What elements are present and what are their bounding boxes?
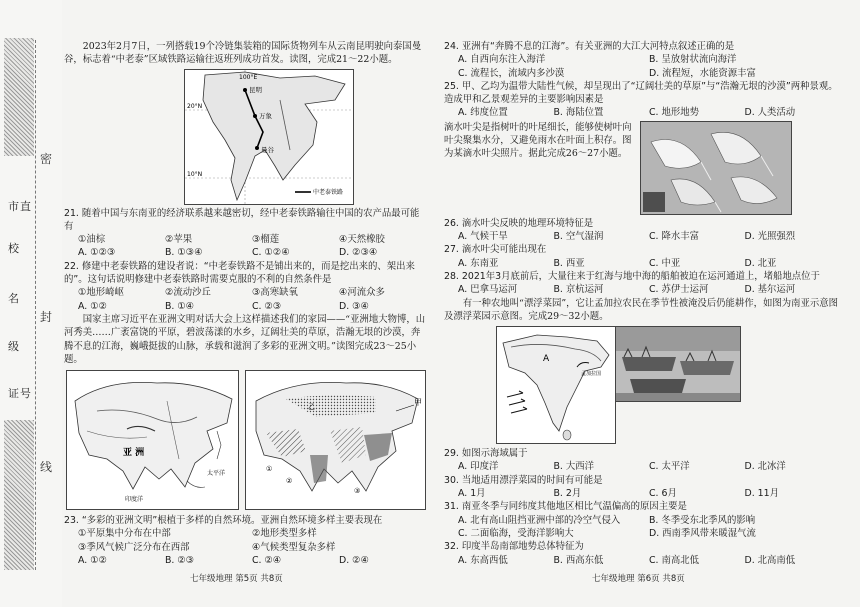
- q31-option-b: B. 冬季受东北季风的影响: [649, 514, 756, 526]
- q26-option-b: B. 空气湿润: [553, 231, 604, 243]
- question-32: 32. 印度半岛南部地势总体特征为: [444, 541, 584, 553]
- q30-options: [458, 487, 840, 500]
- q28-option-a: A. 巴拿马运河: [458, 284, 518, 296]
- q22-option-c: C. ②③: [252, 300, 282, 312]
- intro-23-25: 国家主席习近平在亚洲文明对话大会上这样描述我们的家园——“亚洲地大物博，山河秀美……广袤富饶的平原，碧波荡漾的水乡，辽阔壮美的草原，浩瀚无垠的沙漠，奔腾不息的江海，巍峨挺拔的山脉，承载和滋润了多彩的亚洲文明。”读图完成23～25小题。: [64, 313, 426, 365]
- map3-label-1: ①: [266, 465, 273, 474]
- q21-option-b: B. ①③④: [165, 247, 203, 259]
- binding-label-city: 市直: [8, 200, 32, 213]
- q24-options: [458, 53, 840, 80]
- q25-options: [458, 106, 840, 119]
- q24-option-a: A. 自西向东注入海洋: [458, 54, 546, 66]
- q23-item-3: ③季风气候广泛分布在西部: [78, 541, 190, 553]
- q23-options: [78, 554, 426, 567]
- q27-option-c: C. 中亚: [649, 257, 681, 269]
- q23-items: [78, 527, 426, 554]
- map-indochina: [184, 69, 354, 205]
- map3-label-yi: 乙: [308, 403, 316, 412]
- q32-options: [458, 554, 840, 567]
- q21-items: [78, 233, 426, 246]
- map1-legend: 中老泰铁路: [313, 188, 344, 196]
- q21-option-c: C. ①②④: [252, 247, 290, 259]
- question-22: 22. 修建中老泰铁路的建设者说：“中老泰铁路不是铺出来的，而是挖出来的、架出来的”。这句话说明修建中老泰铁路时需要克服的不利的自然条件是: [64, 260, 415, 286]
- q32-option-d: D. 北高南低: [744, 554, 796, 566]
- q22-item-3: ③高寒缺氧: [252, 287, 298, 299]
- q21-item-1: ①油棕: [78, 234, 106, 246]
- q22-item-2: ②流动沙丘: [165, 287, 211, 299]
- q31-option-d: D. 西南季风带来暖湿气流: [649, 527, 756, 539]
- seal-char-2: 封: [40, 310, 53, 324]
- map1-lat1-label: 20°N: [187, 102, 203, 110]
- map3-label-3: ③: [354, 487, 361, 496]
- question-24: 24. 亚洲有“奔腾不息的江海”。有关亚洲的大江大河特点叙述正确的是: [444, 41, 735, 52]
- binding-label-id: 证号: [8, 387, 32, 400]
- q21-item-3: ③榴莲: [252, 234, 280, 246]
- question-23: 23. “多彩的亚洲文明”根植于多样的自然环境。亚洲自然环境多样主要表现在: [64, 515, 383, 527]
- binding-margin: [0, 0, 62, 607]
- q22-options: [78, 300, 426, 313]
- q29-options: [458, 460, 840, 473]
- q25-option-b: B. 海陆位置: [553, 107, 604, 119]
- q30-option-a: A. 1月: [458, 488, 486, 500]
- q31-options: [458, 514, 840, 541]
- map1-city-kunming: 昆明: [249, 85, 262, 94]
- south-asia-figures: [496, 326, 840, 444]
- q22-item-1: ①地形崎岖: [78, 287, 124, 299]
- q25-option-a: A. 纬度位置: [458, 107, 508, 119]
- drip-tip-block: [444, 121, 840, 215]
- q28-option-c: C. 苏伊士运河: [649, 284, 709, 296]
- q28-option-b: B. 京杭运河: [553, 284, 604, 296]
- map-south-asia: [496, 326, 616, 444]
- map1-lon-label: 100°E: [239, 73, 258, 81]
- map4-label-a: A: [543, 354, 550, 365]
- intro-21-22: 2023年2月7日，一列搭载19个冷链集装箱的国际货物列车从云南昆明驶向泰国曼谷，标志着“中老泰”区域铁路运输往返班列成功首发。读图，完成21～22小题。: [64, 41, 422, 66]
- map1-city-vientiane: 万象: [259, 111, 272, 120]
- binding-label-class: 级: [8, 340, 20, 353]
- map-asia-terrain: [66, 370, 239, 510]
- footer-page-6: 七年级地理 第6页 共8页: [592, 574, 685, 584]
- photo-drip-tip-leaves: [640, 121, 792, 215]
- map2-ocean-indian: 印度洋: [125, 496, 144, 504]
- q24-option-c: C. 流程长，流域内多沙漠: [458, 67, 565, 79]
- q26-option-c: C. 降水丰富: [649, 231, 700, 243]
- q30-option-c: C. 6月: [649, 488, 677, 500]
- q31-option-c: C. 二面临海，受海洋影响大: [458, 527, 574, 539]
- q21-option-a: A. ①②③: [78, 247, 116, 259]
- question-21: 21. 随着中国与东南亚的经济联系越来越密切，经中老泰铁路输往中国的农产品最可能有: [64, 207, 420, 232]
- q23-option-b: B. ②③: [165, 555, 195, 567]
- q30-option-d: D. 11月: [744, 488, 779, 500]
- question-25: 25. 甲、乙均为温带大陆性气候，却呈现出了“辽阔壮美的草原”与“浩瀚无垠的沙漠”两种景观。造成甲和乙景观差异的主要影响因素是: [444, 80, 838, 106]
- left-column: [64, 40, 426, 567]
- q27-option-d: D. 北亚: [744, 257, 777, 269]
- q27-options: [458, 257, 840, 270]
- binding-label-name: 名: [8, 292, 20, 305]
- q32-option-b: B. 西高东低: [553, 554, 604, 566]
- q22-option-a: A. ①②: [78, 300, 108, 312]
- hatch-bottom: [4, 420, 34, 570]
- map1-city-bangkok: 曼谷: [261, 145, 274, 154]
- q25-option-c: C. 地形地势: [649, 107, 700, 119]
- q22-option-d: D. ③④: [339, 300, 369, 312]
- question-27: 27. 滴水叶尖可能出现在: [444, 244, 547, 256]
- q23-item-1: ①平原集中分布在中部: [78, 528, 171, 540]
- hatch-top: [4, 38, 34, 156]
- map-asia-climate: [245, 370, 426, 510]
- q30-option-b: B. 2月: [553, 488, 582, 500]
- map2-continent-label: 亚 洲: [123, 448, 145, 459]
- asia-maps: [66, 370, 426, 510]
- q22-item-4: ④河流众多: [339, 287, 385, 299]
- q29-option-b: B. 大西洋: [553, 461, 595, 473]
- map3-label-2: ②: [286, 477, 293, 486]
- q23-option-d: D. ②④: [339, 555, 369, 567]
- q23-option-a: A. ①②: [78, 555, 108, 567]
- q29-option-d: D. 北冰洋: [744, 461, 786, 473]
- q27-option-b: B. 西亚: [553, 257, 585, 269]
- right-column: [444, 40, 840, 567]
- question-31: 31. 南亚冬季与同纬度其他地区相比气温偏高的原因主要是: [444, 501, 687, 513]
- question-30: 30. 当地适用漂浮菜园的时间有可能是: [444, 474, 603, 486]
- seal-line: [35, 40, 36, 570]
- question-29: 29. 如图示海域属于: [444, 448, 528, 460]
- seal-char-3: 线: [40, 460, 53, 474]
- map4-label-region: 孟加拉国: [581, 371, 602, 378]
- intro-29-32: 有一种农地叫“漂浮菜园”，它让孟加拉农民在季节性被淹没后仍能耕作，如图为南亚示意图及漂浮菜园示意图。完成29～32小题。: [444, 297, 839, 322]
- q21-options: [78, 246, 426, 259]
- q25-option-d: D. 人类活动: [744, 107, 796, 119]
- q26-option-a: A. 气候干旱: [458, 231, 508, 243]
- q28-options: [458, 283, 840, 296]
- photo-floating-garden: [616, 326, 741, 402]
- seal-char-1: 密: [40, 152, 53, 166]
- binding-label-school: 校: [8, 242, 20, 255]
- intro-26-27: 滴水叶尖是指树叶的叶尾细长，能够使树叶向叶尖聚集水分，又避免雨水在叶面上积存。图为某滴水叶尖照片。据此完成26～27小题。: [444, 121, 632, 160]
- footer-page-5: 七年级地理 第5页 共8页: [190, 574, 283, 584]
- q32-option-c: C. 南高北低: [649, 554, 700, 566]
- q26-options: [458, 230, 840, 243]
- q26-option-d: D. 光照强烈: [744, 231, 796, 243]
- q28-option-d: D. 基尔运河: [744, 284, 796, 296]
- q21-item-2: ②苹果: [165, 234, 193, 246]
- map1-lat2-label: 10°N: [187, 170, 203, 178]
- q23-option-c: C. ②④: [252, 555, 282, 567]
- q29-option-c: C. 太平洋: [649, 461, 690, 473]
- q22-items: [78, 286, 426, 299]
- q22-option-b: B. ①④: [165, 300, 195, 312]
- q23-item-4: ④气候类型复杂多样: [252, 541, 336, 553]
- q31-option-a: A. 北有高山阻挡亚洲中部的冷空气侵入: [458, 514, 621, 526]
- q32-option-a: A. 东高西低: [458, 554, 508, 566]
- map2-ocean-pacific: 太平洋: [207, 470, 226, 478]
- q29-option-a: A. 印度洋: [458, 461, 499, 473]
- q24-option-b: B. 呈放射状流向海洋: [649, 54, 737, 66]
- question-26: 26. 滴水叶尖反映的地理环境特征是: [444, 217, 594, 229]
- q23-item-2: ②地形类型多样: [252, 528, 317, 540]
- q21-item-4: ④天然橡胶: [339, 234, 385, 246]
- map3-label-jia: 甲: [414, 398, 423, 408]
- q24-option-d: D. 流程短，水能资源丰富: [649, 67, 756, 79]
- question-28: 28. 2021年3月底前后，大量往来于红海与地中海的船舶被迫在运河通道上，堵船地点位于: [444, 270, 820, 282]
- q27-option-a: A. 东南亚: [458, 257, 499, 269]
- q21-option-d: D. ②③④: [339, 247, 378, 259]
